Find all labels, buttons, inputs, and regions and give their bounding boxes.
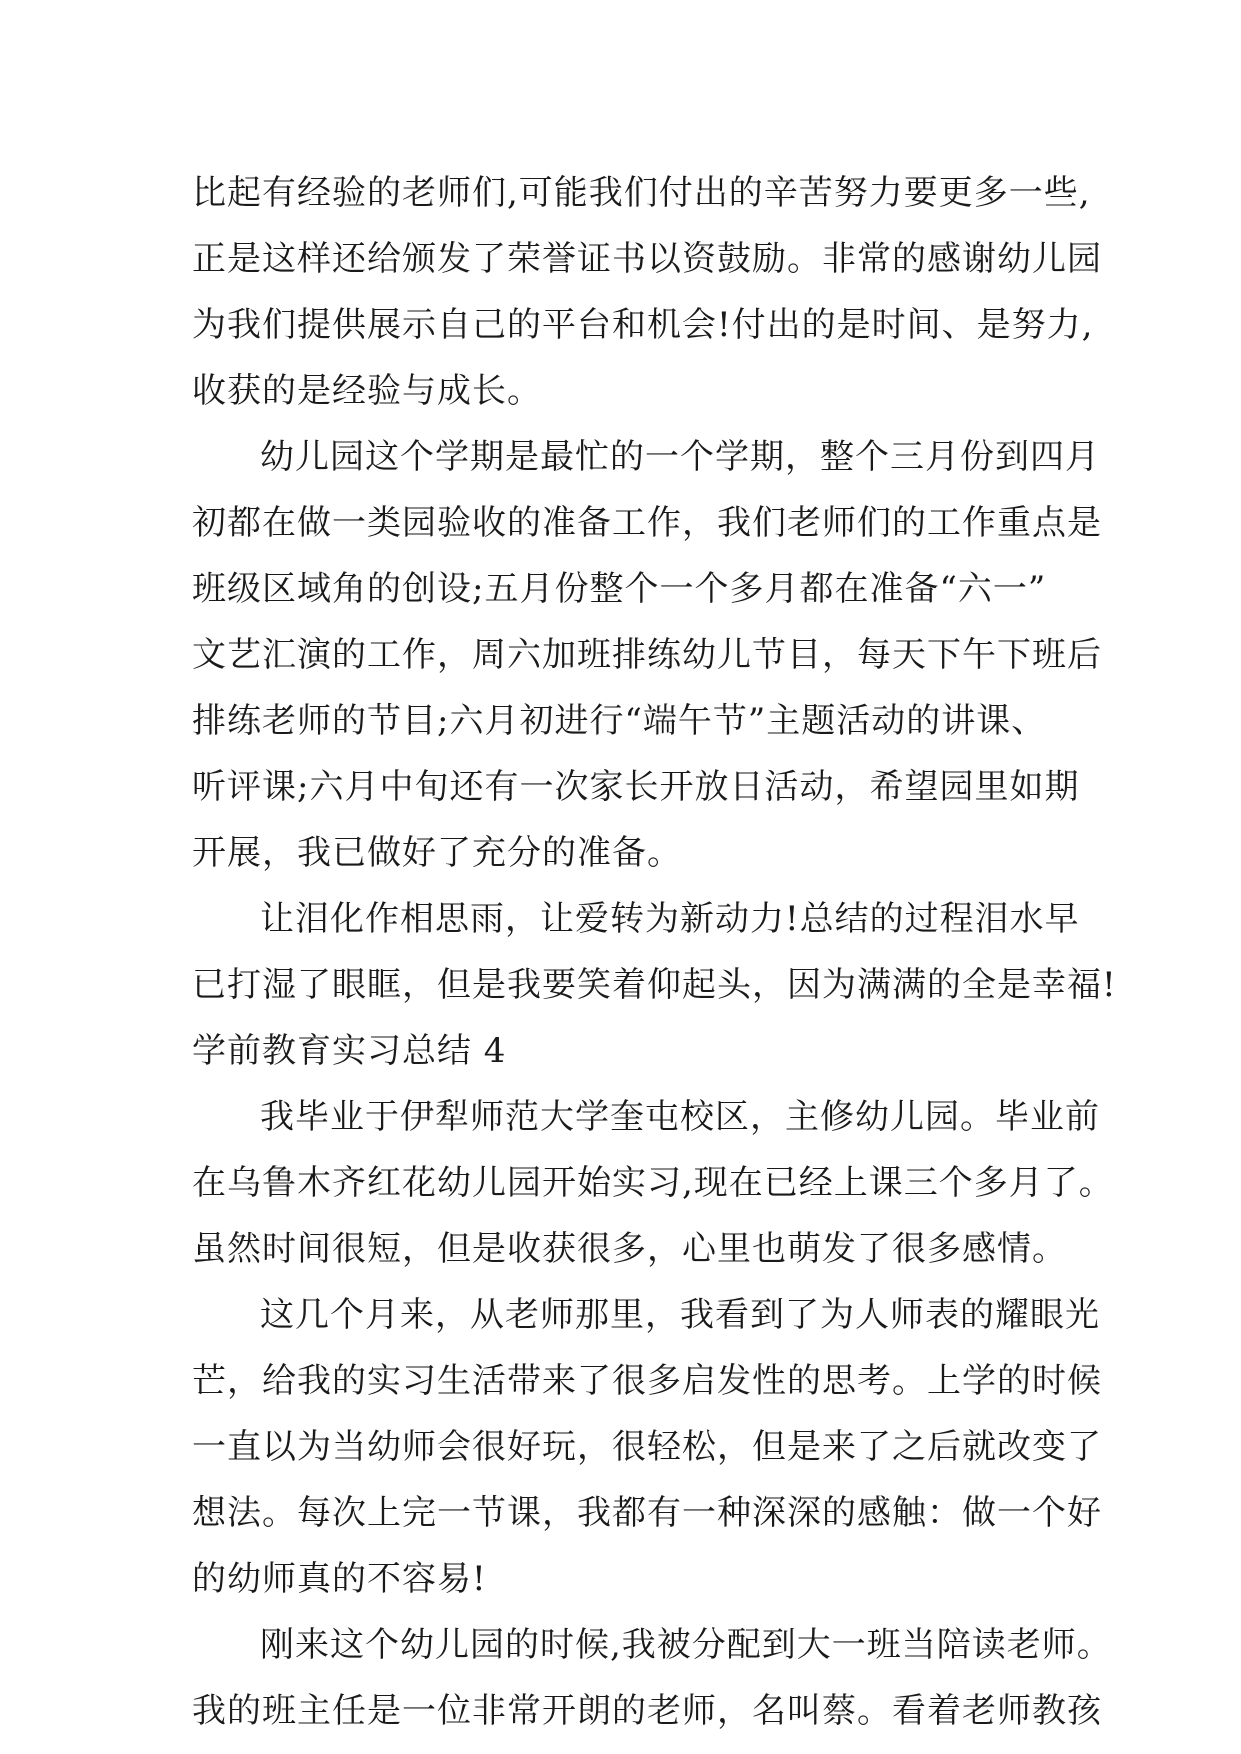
text-line: 虽然时间很短，但是收获很多，心里也萌发了很多感情。: [192, 1229, 1067, 1269]
text-line: 收获的是经验与成长。: [192, 371, 542, 411]
text-line: 文艺汇演的工作，周六加班排练幼儿节目，每天下午下班后: [192, 635, 1102, 675]
text-line: 正是这样还给颁发了荣誉证书以资鼓励。非常的感谢幼儿园: [192, 239, 1102, 279]
section-heading: 学前教育实习总结 4: [192, 1031, 507, 1071]
paragraph-start-line: 这几个月来，从老师那里，我看到了为人师表的耀眼光: [260, 1295, 1100, 1335]
paragraph-start-line: 我毕业于伊犁师范大学奎屯校区，主修幼儿园。毕业前: [260, 1097, 1100, 1137]
text-line: 想法。每次上完一节课，我都有一种深深的感触：做一个好: [192, 1493, 1102, 1533]
text-line: 我的班主任是一位非常开朗的老师，名叫蔡。看着老师教孩: [192, 1691, 1102, 1731]
text-line: 已打湿了眼眶，但是我要笑着仰起头，因为满满的全是幸福!: [192, 965, 1117, 1005]
text-line: 芒，给我的实习生活带来了很多启发性的思考。上学的时候: [192, 1361, 1102, 1401]
document-body: [192, 160, 1117, 1744]
text-line: 班级区域角的创设;五月份整个一个多月都在准备“六一”: [192, 569, 1047, 609]
paragraph-start-line: 刚来这个幼儿园的时候,我被分配到大一班当陪读老师。: [260, 1625, 1112, 1665]
text-line: 初都在做一类园验收的准备工作，我们老师们的工作重点是: [192, 503, 1102, 543]
paragraph-start-line: 幼儿园这个学期是最忙的一个学期，整个三月份到四月: [260, 437, 1100, 477]
text-line: 比起有经验的老师们,可能我们付出的辛苦努力要更多一些,: [192, 173, 1091, 213]
text-line: 为我们提供展示自己的平台和机会!付出的是时间、是努力,: [192, 305, 1094, 345]
text-line: 的幼师真的不容易!: [192, 1559, 487, 1599]
text-line: 开展，我已做好了充分的准备。: [192, 833, 682, 873]
text-line: 一直以为当幼师会很好玩，很轻松，但是来了之后就改变了: [192, 1427, 1102, 1467]
text-line: 听评课;六月中旬还有一次家长开放日活动，希望园里如期: [192, 767, 1080, 807]
paragraph-start-line: 让泪化作相思雨，让爱转为新动力!总结的过程泪水早: [260, 899, 1080, 939]
text-line: 排练老师的节目;六月初进行“端午节”主题活动的讲课、: [192, 701, 1047, 741]
text-line: 在乌鲁木齐红花幼儿园开始实习,现在已经上课三个多月了。: [192, 1163, 1114, 1203]
